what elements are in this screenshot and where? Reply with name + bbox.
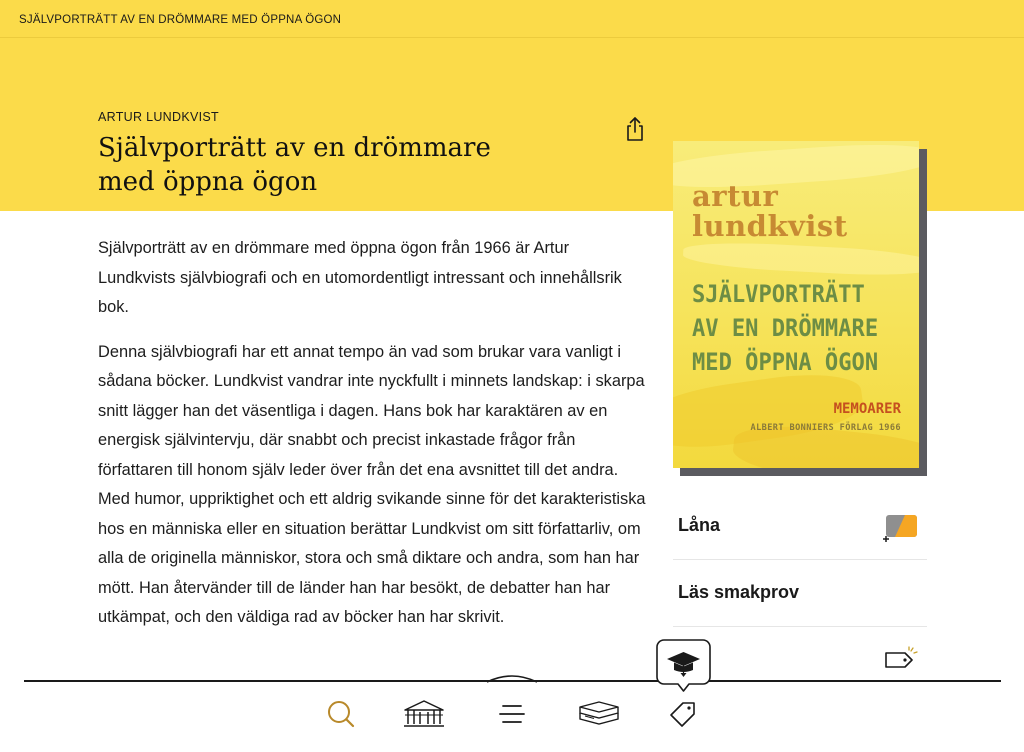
tag-icon xyxy=(883,645,919,671)
books-icon xyxy=(577,699,621,729)
author-name[interactable]: ARTUR LUNDKVIST xyxy=(98,110,219,124)
read-sample-button[interactable] xyxy=(673,560,927,627)
book-description xyxy=(98,234,646,648)
cover-title-line: MED ÖPPNA ÖGON xyxy=(692,348,879,376)
book-title: Självporträtt av en drömmare med öppna ögon xyxy=(98,133,491,197)
cover-genre: MEMOARER xyxy=(833,401,901,417)
borrow-label: Låna xyxy=(678,515,721,535)
cover-author-line: artur xyxy=(692,179,779,213)
library-icon xyxy=(402,698,446,730)
borrow-icon xyxy=(883,513,919,543)
tab-search[interactable] xyxy=(319,693,363,735)
search-icon xyxy=(326,699,356,729)
graduation-tooltip[interactable] xyxy=(656,639,711,693)
tag-action-row[interactable] xyxy=(673,626,927,692)
cover-texture xyxy=(682,239,919,278)
share-icon xyxy=(624,116,646,142)
tag-icon xyxy=(667,699,699,729)
tab-menu[interactable] xyxy=(490,693,534,735)
cover-author xyxy=(692,181,907,241)
top-divider xyxy=(0,37,1024,38)
top-bar-title: SJÄLVPORTRÄTT AV EN DRÖMMARE MED ÖPPNA ÖGON xyxy=(19,14,342,26)
tab-bar-handle xyxy=(487,673,537,683)
book-cover[interactable] xyxy=(673,141,919,468)
cover-title xyxy=(692,277,899,379)
cover-publisher: ALBERT BONNIERS FÖRLAG 1966 xyxy=(750,423,901,433)
tab-books[interactable] xyxy=(577,693,621,735)
share-button[interactable] xyxy=(624,116,646,142)
cover-title-line: SJÄLVPORTRÄTT xyxy=(692,280,865,308)
cover-title-line: AV EN DRÖMMARE xyxy=(692,314,879,342)
borrow-button[interactable] xyxy=(673,493,927,560)
cover-author-line: lundkvist xyxy=(692,209,848,243)
read-sample-label: Läs smakprov xyxy=(678,582,800,602)
description-paragraph: Självporträtt av en drömmare med öppna ögon från 1966 är Artur Lundkvists självbiografi och en utomordentligt intressant och innehållsrik bok. xyxy=(98,239,622,316)
menu-icon xyxy=(497,701,527,727)
tab-tags[interactable] xyxy=(661,693,705,735)
tab-library[interactable] xyxy=(402,693,446,735)
description-paragraph: Denna självbiografi har ett annat tempo än vad som brukar vara vanligt i sådana böcker. Lundkvist vandrar inte nyckfullt i minnets landskap: i skarpa snitt lägger han det väsentliga i dagen. Hans bok har karaktären av en energisk självintervju, där snabbt och precist inkastade frågor från författaren till honom själv leder över från det ena avsnittet till det andra. Med humor, uppriktighet och ett aldrig svikande sinne för det karakteristiska hos en människa eller en situation berättar Lundkvist om sitt författarliv, om alla de originella människor, stora och små diktare och andra, som han har mött. Han återvänder till de länder han har besökt, de debatter han har utkämpat, och den väldiga rad av böcker han har skrivit. xyxy=(98,342,646,626)
